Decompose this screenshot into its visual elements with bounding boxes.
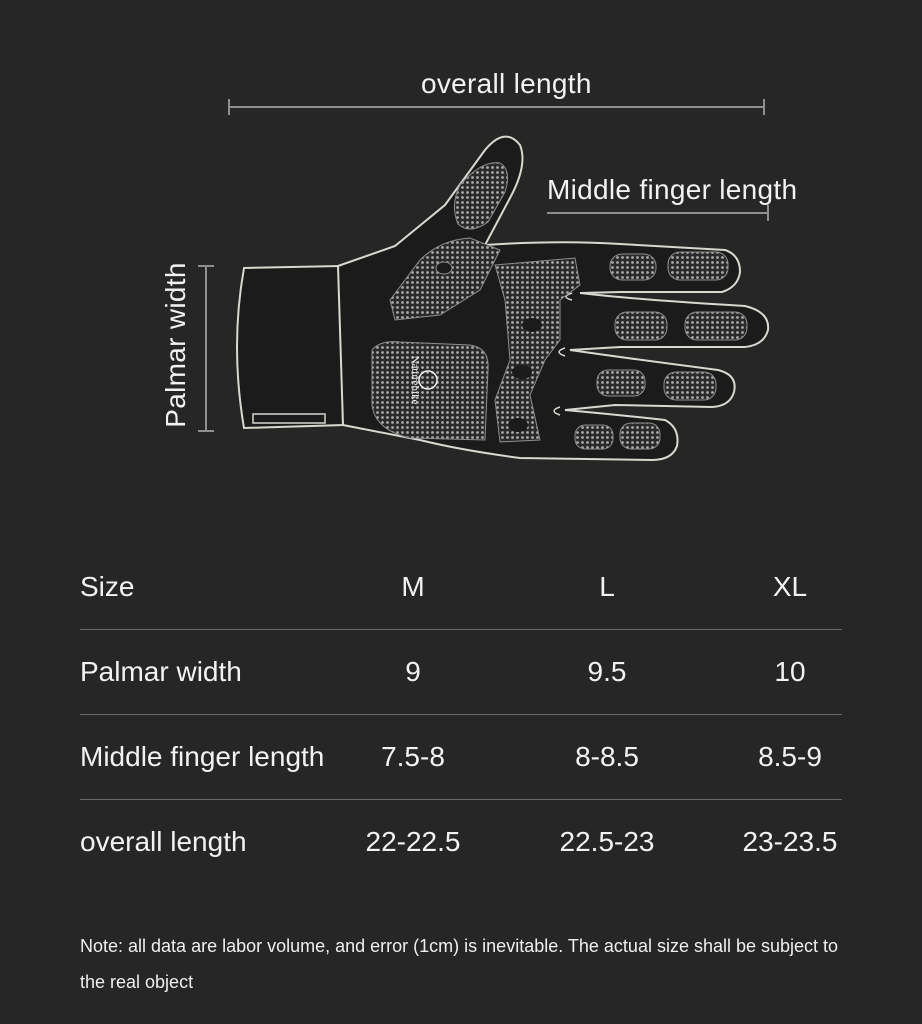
middle-finger-length-label: Middle finger length: [547, 174, 798, 205]
palm-grip-pad-main: [372, 342, 488, 440]
header-xl: XL: [772, 571, 808, 602]
cell-l: 8-8.5: [575, 741, 639, 772]
cell-xl: 8.5-9: [758, 741, 822, 772]
overall-length-label: overall length: [421, 68, 592, 99]
cell-m: 9: [405, 656, 421, 687]
disclaimer-note: Note: all data are labor volume, and error (1cm) is inevitable. The actual size shall be subject to the real object: [80, 936, 839, 992]
glove-cuff: [237, 266, 343, 428]
cell-l: 9.5: [587, 656, 627, 687]
table-row-overall-length: [80, 799, 842, 884]
size-table-header-row: [80, 545, 842, 629]
palmar-width-label: Palmar width: [160, 262, 191, 428]
cell-m: 7.5-8: [381, 741, 445, 772]
row-label: Palmar width: [80, 656, 242, 687]
brand-logo-text: Naturehike: [409, 355, 421, 405]
cell-xl: 10: [774, 656, 806, 687]
row-label: overall length: [80, 826, 247, 857]
table-row-middle-finger-length: [80, 714, 842, 799]
row-label: Middle finger length: [80, 741, 325, 772]
cell-xl: 23-23.5: [742, 826, 838, 857]
cell-m: 22-22.5: [365, 826, 461, 857]
header-l: L: [599, 571, 615, 602]
size-table: [80, 545, 842, 884]
cell-l: 22.5-23: [559, 826, 655, 857]
header-size: Size: [80, 571, 135, 602]
table-row-palmar-width: [80, 629, 842, 714]
header-m: M: [401, 571, 425, 602]
